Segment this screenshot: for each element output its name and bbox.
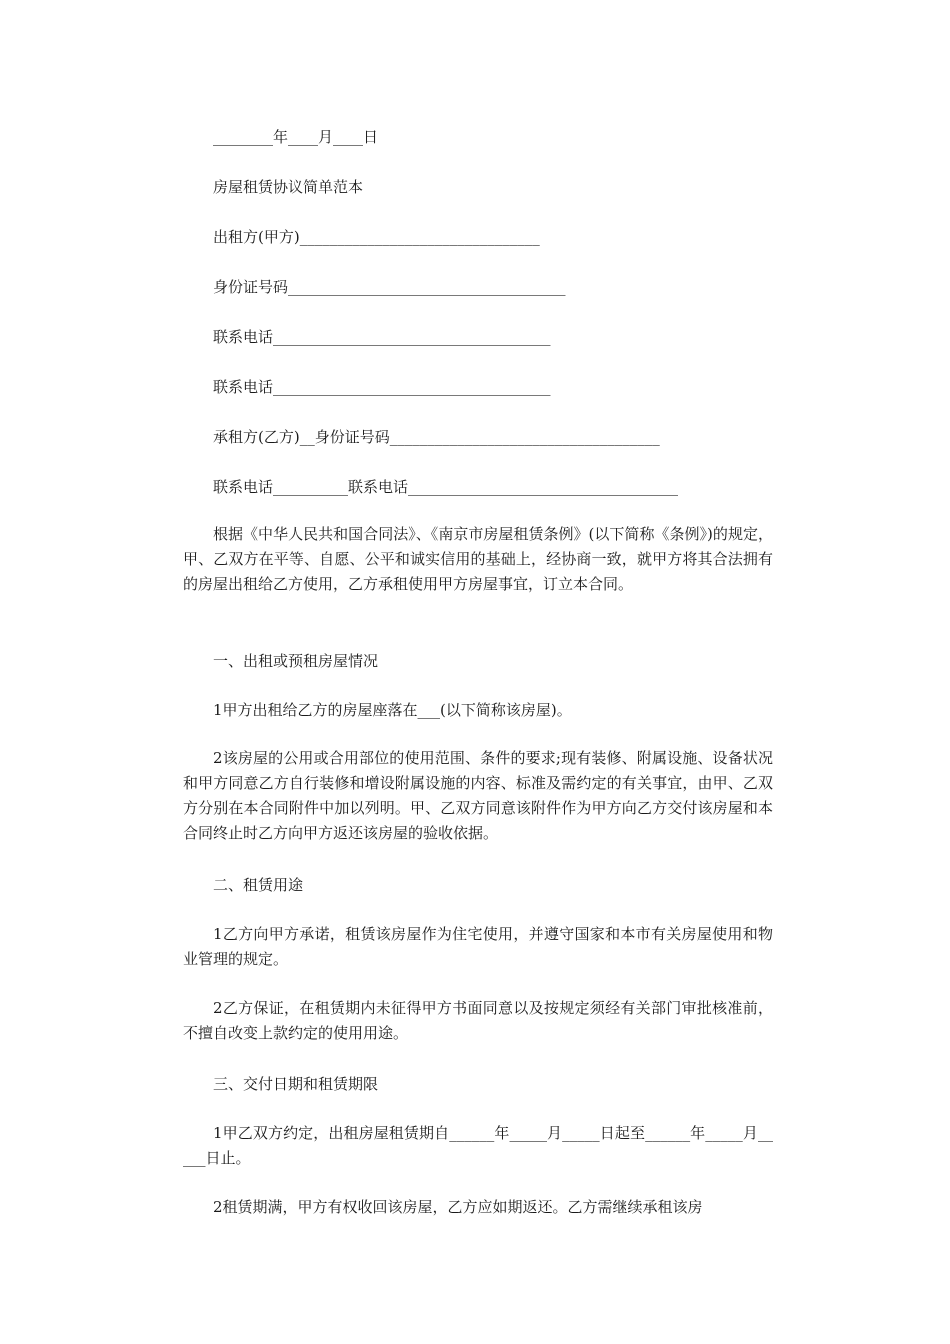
section-3-item-1: 1甲乙双方约定，出租房屋租赁期自______年_____月_____日起至______年_____月_____日止。 (183, 1124, 773, 1167)
id-number-field: 身份证号码_____________________________________ (213, 278, 566, 296)
section-1-heading: 一、出租或预租房屋情况 (213, 652, 379, 670)
phone-field-2: 联系电话_____________________________________ (213, 378, 551, 396)
section-2-item-1: 1乙方向甲方承诺，租赁该房屋作为住宅使用，并遵守国家和本市有关房屋使用和物业管理的规定。 (183, 925, 773, 968)
intro-paragraph: 根据《中华人民共和国合同法》、《南京市房屋租赁条例》(以下简称《条例》)的规定，甲、乙双方在平等、自愿、公平和诚实信用的基础上，经协商一致，就甲方将其合法拥有的房屋出租给乙方使用，乙方承租使用甲方房屋事宜，订立本合同。 (183, 525, 773, 593)
phone-field: 联系电话_____________________________________ (213, 328, 551, 346)
lessor-field: 出租方(甲方)________________________________ (213, 228, 540, 246)
section-2-heading: 二、租赁用途 (213, 876, 304, 894)
section-3-heading: 三、交付日期和租赁期限 (213, 1075, 379, 1093)
section-3-item-2: 2租赁期满，甲方有权收回该房屋，乙方应如期返还。乙方需继续承租该房 (213, 1198, 703, 1216)
lessee-phone-field: 联系电话__________联系电话____________________________________ (213, 478, 679, 496)
lessee-field: 承租方(乙方)__身份证号码____________________________________ (213, 428, 660, 446)
section-1-item-2: 2该房屋的公用或合用部位的使用范围、条件的要求;现有装修、附属设施、设备状况和甲方同意乙方自行装修和增设附属设施的内容、标准及需约定的有关事宜，由甲、乙双方分别在本合同附件中加以列明。甲、乙双方同意该附件作为甲方向乙方交付该房屋和本合同终止时乙方向甲方返还该房屋的验收依据。 (183, 749, 773, 842)
section-1-item-1: 1甲方出租给乙方的房屋座落在___(以下简称该房屋)。 (213, 701, 572, 719)
document-title: 房屋租赁协议简单范本 (213, 178, 364, 196)
section-2-item-2: 2乙方保证，在租赁期内未征得甲方书面同意以及按规定须经有关部门审批核准前，不擅自改变上款约定的使用用途。 (183, 999, 773, 1042)
date-line: ________年____月____日 (213, 128, 379, 146)
